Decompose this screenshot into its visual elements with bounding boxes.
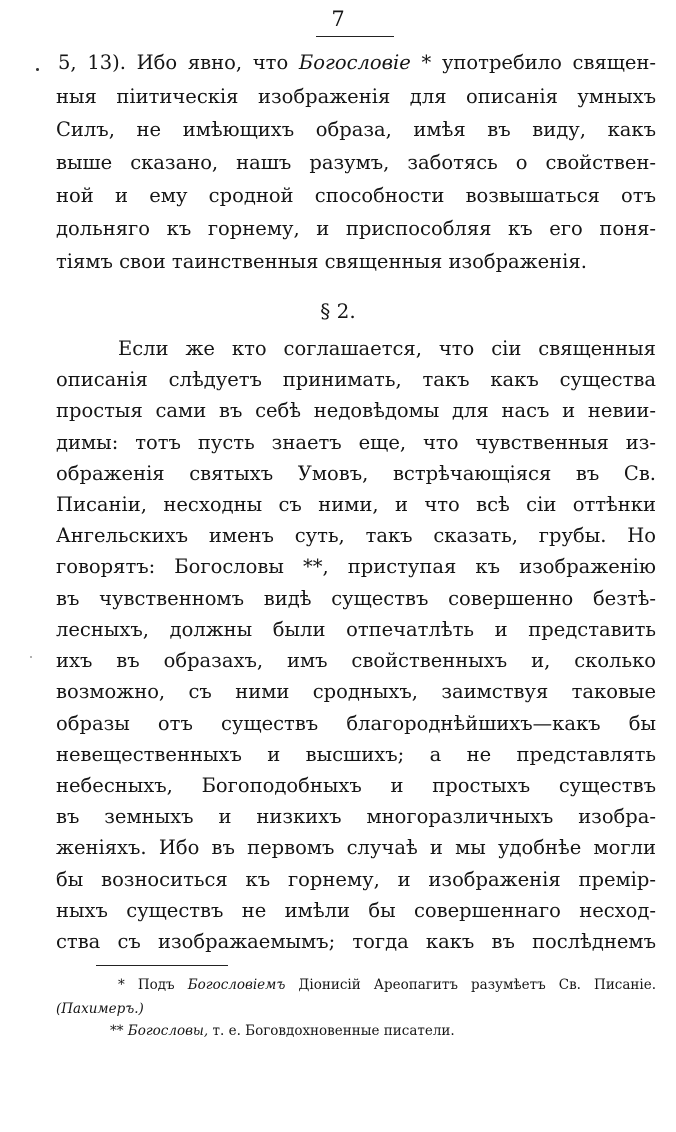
footnote-marker: ** <box>110 1023 124 1039</box>
footnote-marker: * Подъ <box>118 977 175 993</box>
text-line: лесныхъ, должны были отпечатлѣть и представить <box>56 618 656 641</box>
text-line: въ чувственномъ видѣ существъ совершенно безтѣ- <box>56 587 656 610</box>
text-line: ображенія святыхъ Умовъ, встрѣчающіяся въ Св. <box>56 462 656 485</box>
text-line: образы отъ существъ благороднѣйшихъ—какъ бы <box>56 712 656 735</box>
text-line: ихъ въ образахъ, имъ свойственныхъ и, сколько <box>56 649 656 672</box>
text-line: ства съ изображаемымъ; тогда какъ въ послѣднемъ <box>56 930 656 953</box>
text-line: въ земныхъ и низкихъ многоразличныхъ изобра- <box>56 805 656 828</box>
text-line: ныя пiитическія изображенія для описанія умныхъ <box>56 85 656 108</box>
text-line <box>58 48 656 78</box>
footnote-term: Богословіемъ <box>187 977 286 993</box>
margin-mark <box>30 656 32 658</box>
text-line: выше сказано, нашъ разумъ, заботясь о свойствен- <box>56 151 656 174</box>
scan-mark <box>36 68 39 71</box>
text-line: описанія слѣдуетъ принимать, такъ какъ существа <box>56 368 656 391</box>
emphasized-term: Богословіе <box>298 51 411 74</box>
section-heading: § 2. <box>320 299 356 323</box>
text-line: Если же кто соглашается, что сіи священныя <box>118 337 656 360</box>
text-line: ныхъ существъ не имѣли бы совершеннаго несход- <box>56 899 656 922</box>
footnote-term: Богословы, <box>127 1023 209 1039</box>
text-line: простыя сами въ себѣ недовѣдомы для насъ и невии- <box>56 399 656 422</box>
footnote-rule <box>96 965 228 966</box>
text-line: Силъ, не имѣющихъ образа, имѣя въ виду, какъ <box>56 118 656 141</box>
text-line: тіямъ свои таинственныя священныя изображенія. <box>56 250 587 273</box>
text-line: возможно, съ ними сродныхъ, заимствуя таковые <box>56 680 656 703</box>
text-line: димы: тотъ пусть знаетъ еще, что чувственныя из- <box>56 431 656 454</box>
footnote-text: Діонисій Ареопагитъ разумѣетъ Св. Писаніе. <box>298 977 657 993</box>
text-line: Ангельскихъ именъ суть, такъ сказать, грубы. Но <box>56 524 656 547</box>
text-line: женіяхъ. Ибо въ первомъ случаѣ и мы удобнѣе могли <box>56 836 656 859</box>
line-prefix: 5, 13). Ибо явно, что Богословіе * употребило священ- <box>58 51 657 74</box>
text-line: невещественныхъ и высшихъ; а не представлять <box>56 743 656 766</box>
text-line: бы возноситься къ горнему, и изображенія премір- <box>56 868 656 891</box>
text-line: Писаніи, несходны съ ними, и что всѣ сіи оттѣнки <box>56 493 656 516</box>
text-line: ной и ему сродной способности возвышаться отъ <box>56 184 656 207</box>
header-rule <box>316 36 394 37</box>
footnote-1 <box>118 972 656 998</box>
footnote-text: т. е. Боговдохновенные писатели. <box>212 1023 455 1039</box>
text-line: небесныхъ, Богоподобныхъ и простыхъ существъ <box>56 774 656 797</box>
footnote-2 <box>110 1018 455 1044</box>
page-number: 7 <box>331 7 345 31</box>
text-line: говорятъ: Богословы **, приступая къ изображенію <box>56 555 656 578</box>
footnote-1-source: (Пахимеръ.) <box>56 1001 144 1017</box>
text-line: дольняго къ горнему, и приспособляя къ его поня- <box>56 217 656 240</box>
